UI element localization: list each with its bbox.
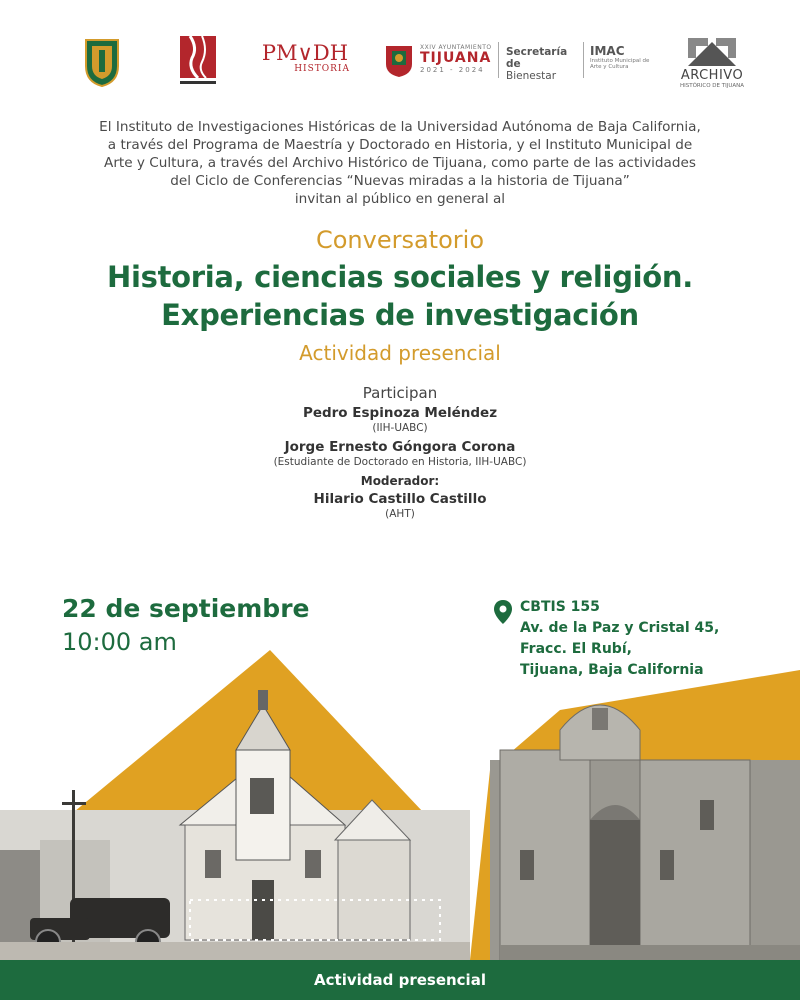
tijuana-logo xyxy=(420,44,500,74)
moderator-affiliation: (AHT) xyxy=(385,508,415,520)
participants-heading: Participan xyxy=(362,384,438,402)
pmdh-logo xyxy=(260,42,350,74)
event-location xyxy=(520,597,719,681)
tijuana-logo-text: TIJUANA xyxy=(420,50,492,66)
map-pin-icon xyxy=(493,599,513,625)
location-line: CBTIS 155 xyxy=(520,599,600,615)
moderator-name: Hilario Castillo Castillo xyxy=(313,491,487,507)
iih-logo xyxy=(176,34,220,90)
intro-line: a través del Programa de Maestría y Doctorado en Historia, y el Instituto Municipal de xyxy=(107,137,693,153)
participants-block xyxy=(0,384,800,520)
event-mode: Actividad presencial xyxy=(299,341,501,365)
intro-line: invitan al público en general al xyxy=(294,191,506,207)
secretaria-line-1: Secretaría de xyxy=(506,46,568,70)
intro-paragraph xyxy=(40,118,760,208)
intro-line: El Instituto de Investigaciones Históricas de la Universidad Autónoma de Baja California, xyxy=(99,119,701,135)
event-title-line-2: Experiencias de investigación xyxy=(161,298,639,332)
imac-logo xyxy=(590,44,660,70)
intro-line: Arte y Cultura, a través del Archivo Histórico de Tijuana, como parte de las actividades xyxy=(104,155,696,171)
intro-line: del Ciclo de Conferencias “Nuevas miradas a la historia de Tijuana” xyxy=(170,173,630,189)
uabc-shield-logo xyxy=(82,36,122,88)
event-kicker: Conversatorio xyxy=(315,226,484,254)
archivo-logo xyxy=(674,68,750,89)
logo-divider-2 xyxy=(583,42,584,78)
imac-sub-2: Arte y Cultura xyxy=(590,64,629,70)
imac-sub-1: Instituto Municipal de xyxy=(590,58,650,64)
participant-affiliation: (IIH-UABC) xyxy=(372,422,428,434)
tijuana-top-text: XXIV AYUNTAMIENTO xyxy=(420,44,492,51)
participant-name: Jorge Ernesto Góngora Corona xyxy=(284,439,516,455)
pmdh-logo-text: PM∨DH xyxy=(261,41,349,65)
event-title-line-1: Historia, ciencias sociales y religión. xyxy=(107,260,693,294)
archivo-sub-text: HISTÓRICO DE TIJUANA xyxy=(679,83,745,89)
pmdh-logo-sub: HISTORIA xyxy=(294,64,350,74)
archivo-logo-text: ARCHIVO xyxy=(680,68,744,83)
participant-name: Pedro Espinoza Meléndez xyxy=(302,405,498,421)
event-time: 10:00 am xyxy=(62,628,177,656)
tijuana-years-text: 2021 - 2024 xyxy=(420,66,485,74)
location-line: Av. de la Paz y Cristal 45, xyxy=(520,620,720,636)
moderator-label: Moderador: xyxy=(360,474,440,488)
secretaria-logo xyxy=(506,46,584,82)
footer-label: Actividad presencial xyxy=(314,971,486,989)
event-title xyxy=(0,258,800,334)
event-date: 22 de septiembre xyxy=(62,594,310,623)
logo-bar xyxy=(0,28,800,98)
archivo-emblem-icon xyxy=(684,34,740,68)
participant-affiliation: (Estudiante de Doctorado en Historia, IIH-UABC) xyxy=(273,456,527,468)
secretaria-line-2: Bienestar xyxy=(506,70,557,82)
footer-bar xyxy=(0,960,800,1000)
historic-buildings-illustration xyxy=(0,650,800,960)
location-line: Fracc. El Rubí, xyxy=(520,641,632,657)
imac-logo-text: IMAC xyxy=(590,44,625,58)
tijuana-crest-logo xyxy=(384,42,414,78)
location-line: Tijuana, Baja California xyxy=(520,662,704,678)
logo-divider xyxy=(498,42,499,78)
